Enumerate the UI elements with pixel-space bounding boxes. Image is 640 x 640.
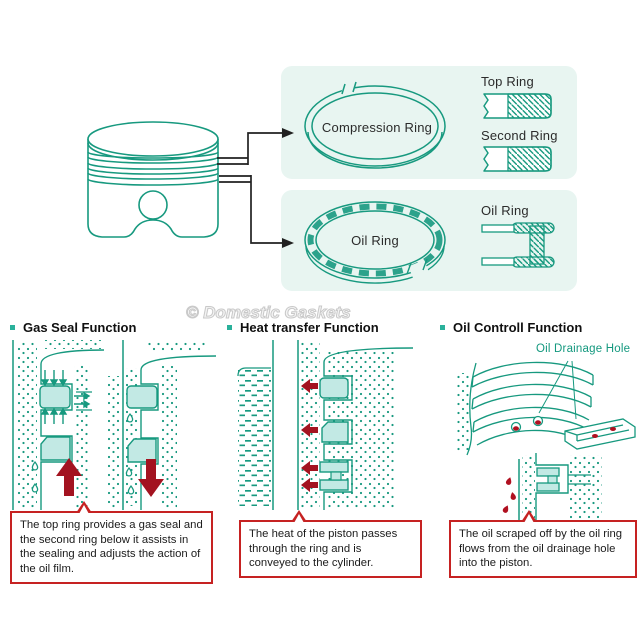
watermark: © Domestic Gaskets (186, 303, 351, 322)
oil-control-note: The oil scraped off by the oil ring flows from the oil drainage hole into the piston. (449, 520, 637, 578)
gas-seal-left (13, 340, 104, 510)
oil-droplets (502, 476, 516, 513)
bullet-icon (227, 325, 232, 330)
second-ring-cross-section (484, 147, 551, 171)
down-arrow-icon (138, 459, 164, 497)
heading-heat-transfer-text: Heat transfer Function (240, 320, 379, 335)
heading-gas-seal-text: Gas Seal Function (23, 320, 137, 335)
gas-seal-right (108, 340, 216, 510)
top-ring-label: Top Ring (481, 74, 534, 89)
oil-ring-ellipse-label: Oil Ring (351, 233, 399, 248)
bullet-icon (10, 325, 15, 330)
oil-ring-xsec-label: Oil Ring (481, 203, 529, 218)
top-ring-cross-section (484, 94, 551, 118)
oil-scrape-cross-section (502, 453, 602, 521)
second-ring-label: Second Ring (481, 128, 558, 143)
heading-gas-seal (10, 320, 136, 335)
heat-transfer-illustration (233, 338, 419, 512)
heat-transfer-note: The heat of the piston passes through the ring and is conveyed to the cylinder. (239, 520, 422, 578)
oil-drainage-hole-label: Oil Drainage Hole (536, 343, 631, 355)
compression-ring-label: Compression Ring (321, 120, 433, 135)
oil-control-illustration (443, 335, 640, 525)
heading-oil-control-text: Oil Controll Function (453, 320, 583, 335)
overview-illustration (0, 0, 640, 312)
heading-heat-transfer (227, 320, 379, 335)
bullet-icon (440, 325, 445, 330)
heading-oil-control (440, 320, 582, 335)
connector-arrows (217, 133, 282, 243)
coolant-region (238, 370, 271, 506)
gas-seal-note: The top ring provides a gas seal and the second ring below it assists in the sealing and adjusts the action of the oil film. (10, 511, 213, 584)
gas-seal-illustration (8, 338, 224, 512)
piston-drawing (88, 122, 218, 237)
